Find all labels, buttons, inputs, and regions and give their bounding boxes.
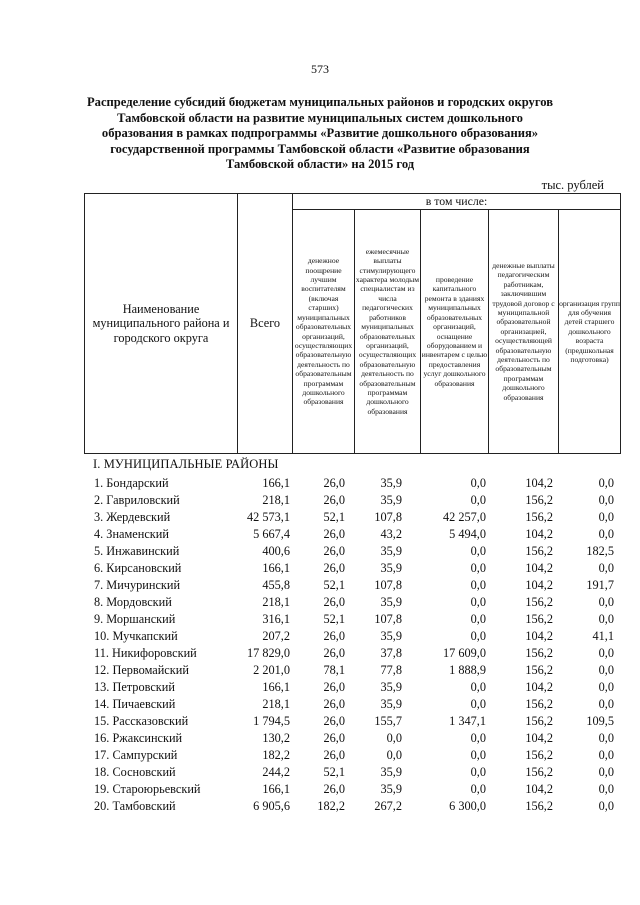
row-name-cell: 5. Инжавинский (94, 544, 180, 558)
row-value-cell: 35,9 (380, 561, 402, 575)
row-value-cell: 37,8 (380, 646, 402, 660)
row-value-cell: 104,2 (525, 629, 553, 643)
row-value-cell: 166,1 (262, 680, 290, 694)
row-value-cell: 0,0 (470, 595, 486, 609)
table-row (84, 764, 614, 781)
document-title (80, 95, 560, 173)
row-value-cell: 26,0 (323, 748, 345, 762)
row-name-cell: 19. Староюрьевский (94, 782, 201, 796)
row-value-cell: 0,0 (470, 731, 486, 745)
row-value-cell: 35,9 (380, 782, 402, 796)
row-value-cell: 0,0 (598, 680, 614, 694)
row-value-cell: 26,0 (323, 527, 345, 541)
row-value-cell: 6 905,6 (253, 799, 290, 813)
row-value-cell: 191,7 (586, 578, 614, 592)
row-name-cell: 4. Знаменский (94, 527, 169, 541)
row-name-cell: 12. Первомайский (94, 663, 189, 677)
row-value-cell: 52,1 (323, 612, 345, 626)
row-value-cell: 0,0 (470, 493, 486, 507)
column-header-teacher-bonus: денежное поощрение лучшим воспитателям (включая старших) муниципальных образовательных организаций, осуществляющих образовательную деятельность по образовательным программам дошкольного образования (293, 210, 355, 454)
row-value-cell: 0,0 (598, 765, 614, 779)
row-value-cell: 156,2 (525, 510, 553, 524)
row-value-cell: 0,0 (598, 646, 614, 660)
row-name-cell: 10. Мучкапский (94, 629, 178, 643)
row-value-cell: 35,9 (380, 493, 402, 507)
row-value-cell: 0,0 (470, 544, 486, 558)
row-value-cell: 52,1 (323, 578, 345, 592)
row-value-cell: 35,9 (380, 544, 402, 558)
table-row (84, 781, 614, 798)
table-row (84, 696, 614, 713)
row-value-cell: 104,2 (525, 782, 553, 796)
row-value-cell: 77,8 (380, 663, 402, 677)
row-value-cell: 0,0 (598, 493, 614, 507)
row-value-cell: 17 829,0 (246, 646, 290, 660)
row-name-cell: 3. Жердевский (94, 510, 171, 524)
row-value-cell: 42 257,0 (442, 510, 486, 524)
row-value-cell: 0,0 (470, 748, 486, 762)
row-value-cell: 104,2 (525, 527, 553, 541)
row-value-cell: 166,1 (262, 476, 290, 490)
row-value-cell: 0,0 (470, 612, 486, 626)
table-row (84, 798, 614, 815)
row-value-cell: 0,0 (598, 476, 614, 490)
row-value-cell: 0,0 (470, 578, 486, 592)
row-value-cell: 0,0 (470, 680, 486, 694)
row-value-cell: 166,1 (262, 561, 290, 575)
unit-label: тыс. рублей (541, 178, 604, 192)
row-value-cell: 0,0 (598, 748, 614, 762)
table-row (84, 662, 614, 679)
row-value-cell: 130,2 (262, 731, 290, 745)
row-value-cell: 156,2 (525, 799, 553, 813)
row-value-cell: 156,2 (525, 646, 553, 660)
row-name-cell: 18. Сосновский (94, 765, 176, 779)
row-value-cell: 0,0 (386, 748, 402, 762)
row-value-cell: 0,0 (470, 561, 486, 575)
table-row (84, 509, 614, 526)
row-value-cell: 35,9 (380, 595, 402, 609)
row-value-cell: 455,8 (262, 578, 290, 592)
row-value-cell: 5 494,0 (449, 527, 486, 541)
row-value-cell: 26,0 (323, 595, 345, 609)
row-value-cell: 26,0 (323, 680, 345, 694)
table-header (84, 193, 621, 454)
row-value-cell: 6 300,0 (449, 799, 486, 813)
row-value-cell: 0,0 (470, 476, 486, 490)
row-value-cell: 26,0 (323, 629, 345, 643)
row-name-cell: 9. Моршанский (94, 612, 176, 626)
row-value-cell: 0,0 (598, 782, 614, 796)
table-row (84, 713, 614, 730)
data-table (84, 475, 614, 815)
row-value-cell: 26,0 (323, 646, 345, 660)
row-value-cell: 104,2 (525, 731, 553, 745)
row-value-cell: 104,2 (525, 476, 553, 490)
row-value-cell: 0,0 (470, 765, 486, 779)
row-value-cell: 26,0 (323, 782, 345, 796)
row-value-cell: 26,0 (323, 544, 345, 558)
table-row (84, 730, 614, 747)
row-value-cell: 35,9 (380, 629, 402, 643)
row-value-cell: 156,2 (525, 612, 553, 626)
row-value-cell: 17 609,0 (442, 646, 486, 660)
title-line: государственной программы Тамбовской области «Развитие образования (110, 141, 530, 156)
row-value-cell: 43,2 (380, 527, 402, 541)
row-value-cell: 107,8 (374, 510, 402, 524)
row-name-cell: 1. Бондарский (94, 476, 169, 490)
page-number: 573 (311, 62, 329, 76)
row-name-cell: 14. Пичаевский (94, 697, 176, 711)
row-name-cell: 15. Рассказовский (94, 714, 189, 728)
row-value-cell: 35,9 (380, 765, 402, 779)
row-name-cell: 16. Ржаксинский (94, 731, 183, 745)
row-value-cell: 156,2 (525, 544, 553, 558)
row-value-cell: 26,0 (323, 493, 345, 507)
row-value-cell: 0,0 (598, 697, 614, 711)
row-value-cell: 41,1 (592, 629, 614, 643)
column-header-including: в том числе: (293, 194, 621, 210)
table-row (84, 628, 614, 645)
title-line: Тамбовской области» на 2015 год (225, 157, 415, 172)
row-value-cell: 400,6 (262, 544, 290, 558)
table-row (84, 747, 614, 764)
row-value-cell: 0,0 (598, 561, 614, 575)
title-line: образования в рамках подпрограммы «Развитие дошкольного образования» (101, 126, 539, 141)
row-value-cell: 107,8 (374, 578, 402, 592)
row-value-cell: 104,2 (525, 680, 553, 694)
row-value-cell: 156,2 (525, 697, 553, 711)
row-value-cell: 182,5 (586, 544, 614, 558)
column-header-young-specialists: ежемесячные выплаты стимулирующего характера молодым специалистам из числа педагогических работников муниципальных образовательных организаций, осуществляющих образовательную деятельность по образовательным программам дошкольного образования (355, 210, 421, 454)
row-value-cell: 0,0 (598, 731, 614, 745)
row-value-cell: 5 667,4 (253, 527, 290, 541)
row-value-cell: 109,5 (586, 714, 614, 728)
table-row (84, 543, 614, 560)
title-line: Распределение субсидий бюджетам муниципальных районов и городских округов (86, 95, 554, 109)
table-row (84, 611, 614, 628)
row-name-cell: 2. Гавриловский (94, 493, 180, 507)
row-value-cell: 0,0 (598, 510, 614, 524)
row-value-cell: 166,1 (262, 782, 290, 796)
table-row (84, 594, 614, 611)
column-header-capital-repair: проведение капитального ремонта в зданиях муниципальных образовательных организаций, оснащение оборудованием и инвентарем с целью предоставления услуг дошкольного образования (421, 210, 489, 454)
row-value-cell: 218,1 (262, 595, 290, 609)
row-name-cell: 6. Кирсановский (94, 561, 182, 575)
section-heading: I. МУНИЦИПАЛЬНЫЕ РАЙОНЫ (93, 457, 279, 471)
table-row (84, 526, 614, 543)
row-value-cell: 267,2 (374, 799, 402, 813)
row-value-cell: 0,0 (470, 782, 486, 796)
row-name-cell: 7. Мичуринский (94, 578, 181, 592)
row-name-cell: 8. Мордовский (94, 595, 172, 609)
row-name-cell: 20. Тамбовский (94, 799, 176, 813)
row-value-cell: 155,7 (374, 714, 402, 728)
column-header-teacher-payments: денежные выплаты педагогическим работникам, заключившим трудовой договор с муниципальной образовательной организацией, осуществляющей образовательную деятельность по образовательным программам дошкольного образования (489, 210, 559, 454)
row-value-cell: 78,1 (323, 663, 345, 677)
row-value-cell: 52,1 (323, 765, 345, 779)
row-value-cell: 207,2 (262, 629, 290, 643)
row-value-cell: 0,0 (386, 731, 402, 745)
row-value-cell: 104,2 (525, 578, 553, 592)
column-header-name: Наименование муниципального района и городского округа (85, 194, 238, 454)
row-value-cell: 35,9 (380, 680, 402, 694)
table-row (84, 492, 614, 509)
row-value-cell: 182,2 (262, 748, 290, 762)
row-value-cell: 244,2 (262, 765, 290, 779)
row-value-cell: 182,2 (317, 799, 345, 813)
row-value-cell: 156,2 (525, 714, 553, 728)
row-value-cell: 2 201,0 (253, 663, 290, 677)
row-value-cell: 218,1 (262, 493, 290, 507)
row-value-cell: 26,0 (323, 731, 345, 745)
table-row (84, 645, 614, 662)
row-value-cell: 0,0 (598, 663, 614, 677)
table-row (84, 577, 614, 594)
row-value-cell: 156,2 (525, 765, 553, 779)
row-name-cell: 17. Сампурский (94, 748, 178, 762)
row-value-cell: 316,1 (262, 612, 290, 626)
row-value-cell: 156,2 (525, 748, 553, 762)
row-name-cell: 13. Петровский (94, 680, 175, 694)
row-value-cell: 42 573,1 (246, 510, 290, 524)
row-value-cell: 52,1 (323, 510, 345, 524)
table-row (84, 679, 614, 696)
row-value-cell: 1 794,5 (253, 714, 290, 728)
column-header-total: Всего (238, 194, 293, 454)
row-value-cell: 35,9 (380, 476, 402, 490)
row-value-cell: 26,0 (323, 476, 345, 490)
row-value-cell: 26,0 (323, 714, 345, 728)
row-value-cell: 156,2 (525, 595, 553, 609)
row-name-cell: 11. Никифоровский (94, 646, 197, 660)
row-value-cell: 0,0 (598, 799, 614, 813)
column-header-preschool-groups: организация групп для обучения детей старшего дошкольного возраста (предшкольная подготовка) (559, 210, 621, 454)
row-value-cell: 0,0 (598, 595, 614, 609)
row-value-cell: 35,9 (380, 697, 402, 711)
row-value-cell: 1 347,1 (449, 714, 486, 728)
row-value-cell: 1 888,9 (449, 663, 486, 677)
table-row (84, 475, 614, 492)
row-value-cell: 26,0 (323, 697, 345, 711)
row-value-cell: 0,0 (598, 527, 614, 541)
row-value-cell: 0,0 (598, 612, 614, 626)
row-value-cell: 218,1 (262, 697, 290, 711)
row-value-cell: 0,0 (470, 697, 486, 711)
table-row (84, 560, 614, 577)
row-value-cell: 104,2 (525, 561, 553, 575)
title-line: Тамбовской области на развитие муниципальных систем дошкольного (117, 110, 523, 125)
row-value-cell: 26,0 (323, 561, 345, 575)
row-value-cell: 156,2 (525, 493, 553, 507)
row-value-cell: 0,0 (470, 629, 486, 643)
row-value-cell: 107,8 (374, 612, 402, 626)
row-value-cell: 156,2 (525, 663, 553, 677)
